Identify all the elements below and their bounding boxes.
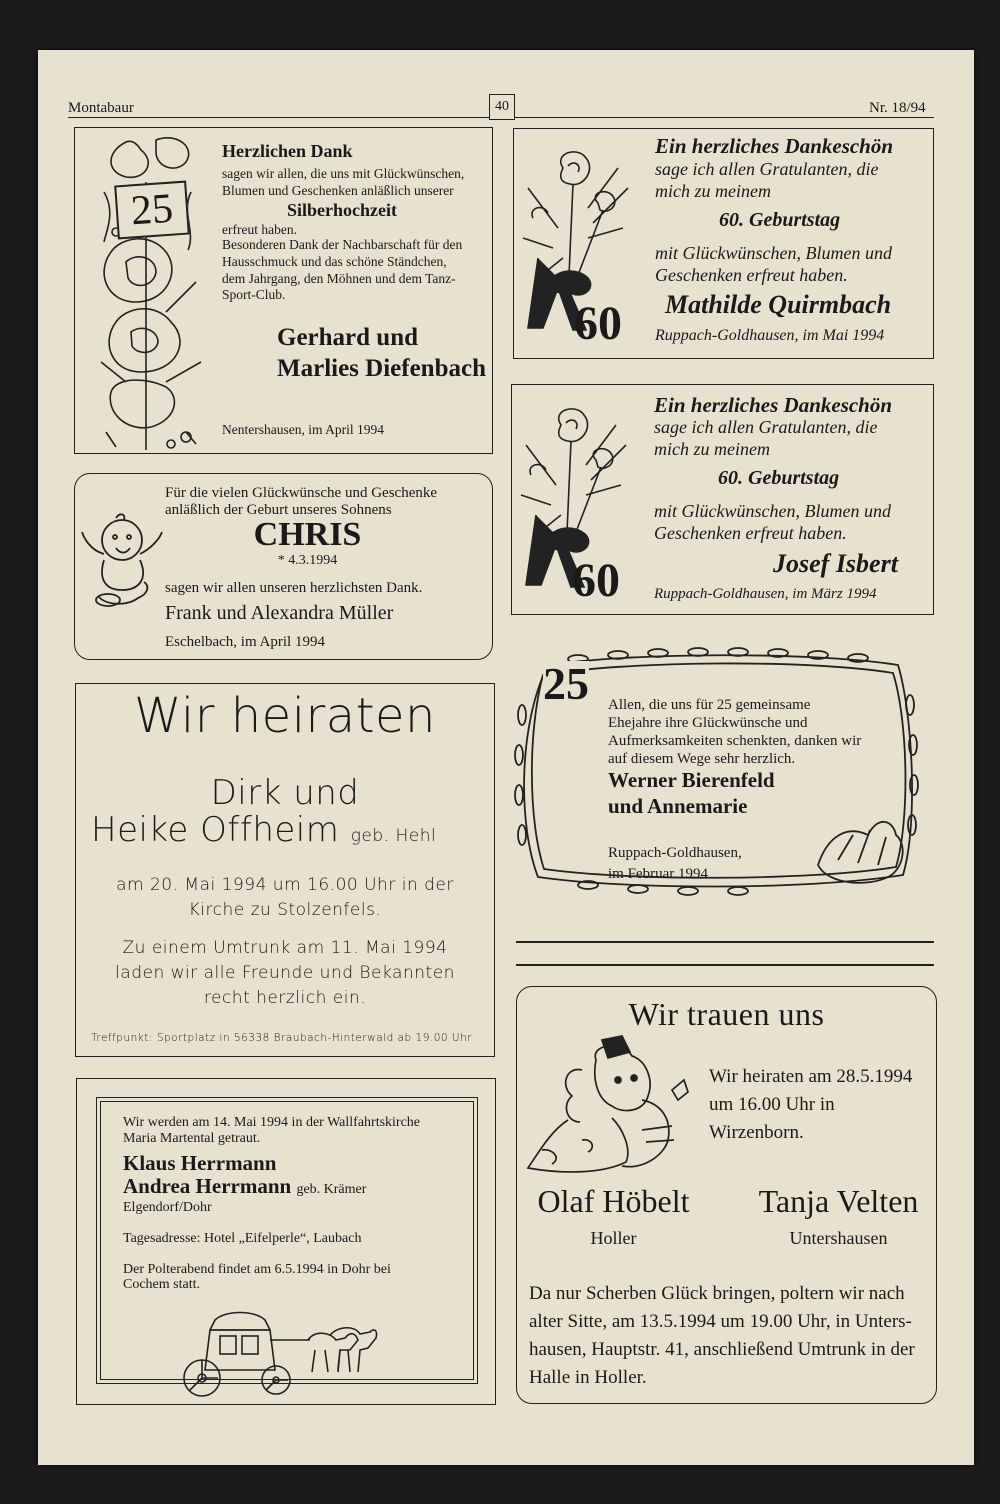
ad3-event: 60. Geburtstag <box>719 209 841 231</box>
ad8-groom-name: Olaf Höbelt <box>537 1183 690 1219</box>
ad5-text: Ehejahre ihre Glückwünsche und <box>608 715 808 731</box>
ad1-text: erfreut haben. <box>222 222 297 237</box>
ad6-text: Kirche zu Stolzenfels. <box>188 900 382 920</box>
ad4-name: Josef Isbert <box>773 549 898 578</box>
ad6-names: Dirk und <box>210 773 360 813</box>
ad5-place: Ruppach-Goldhausen, <box>608 845 742 861</box>
ad7-maiden-name: geb. Krämer <box>296 1182 367 1197</box>
ad8-text: um 16.00 Uhr in <box>709 1094 835 1115</box>
baby-illustration <box>78 510 166 610</box>
ad4-place-date: Ruppach-Goldhausen, im März 1994 <box>654 586 877 602</box>
ad6-text: am 20. Mai 1994 um 16.00 Uhr in der <box>116 875 454 895</box>
ad6-text: Zu einem Umtrunk am 11. Mai 1994 <box>122 938 448 958</box>
issue-number: Nr. 18/94 <box>869 100 926 116</box>
ad7-text: Wir werden am 14. Mai 1994 in der Wallfahrtskirche <box>123 1115 421 1130</box>
flower-border-illustration <box>96 132 211 450</box>
ad5-names: und Annemarie <box>608 794 748 818</box>
ad5-text: auf diesem Wege sehr herzlich. <box>608 751 796 767</box>
ad5-date: im Februar 1994 <box>608 866 708 882</box>
header-town: Montabaur <box>68 100 134 116</box>
ad1-event: Silberhochzeit <box>287 200 397 220</box>
ad8-text: Da nur Scherben Glück bringen, poltern wir nach <box>529 1283 905 1304</box>
ad8-text: alter Sitte, am 13.5.1994 um 19.00 Uhr, in Unters- <box>529 1311 912 1332</box>
ad1-text: Blumen und Geschenken anläßlich unserer <box>222 183 454 198</box>
ad8-text: Wirzenborn. <box>709 1122 804 1143</box>
ad2-text: Für die vielen Glückwünsche und Geschenke <box>165 485 438 501</box>
ad1-title: Herzlichen Dank <box>222 141 353 161</box>
ad2-parents: Frank und Alexandra Müller <box>165 602 394 624</box>
ad7-place: Elgendorf/Dohr <box>123 1200 212 1215</box>
divider-rule <box>516 941 934 943</box>
ad2-text: anläßlich der Geburt unseres Sohnens <box>165 502 392 518</box>
ad4-number: 60 <box>572 554 620 607</box>
ad8-text: Halle in Holler. <box>529 1367 647 1388</box>
ad1-text: Hausschmuck und das schöne Ständchen, <box>222 254 447 269</box>
ad5-names: Werner Bierenfeld <box>608 768 775 792</box>
ad8-bride-place: Untershausen <box>789 1228 888 1248</box>
ad6-title: Wir heiraten <box>134 688 436 744</box>
ad3-text: mit Glückwünschen, Blumen und <box>655 243 892 263</box>
ad5-number: 25 <box>543 658 589 709</box>
ad2-birth-date: * 4.3.1994 <box>277 553 338 568</box>
horse-carriage-illustration <box>180 1310 380 1398</box>
ad8-text: hausen, Hauptstr. 41, anschließend Umtrunk in der <box>529 1339 915 1360</box>
couple-illustration <box>522 1030 692 1178</box>
ad3-place-date: Ruppach-Goldhausen, im Mai 1994 <box>655 327 885 344</box>
ad2-place-date: Eschelbach, im April 1994 <box>165 634 325 650</box>
ad1-text: sagen wir allen, die uns mit Glückwünschen, <box>222 166 465 181</box>
ad1-names: Marlies Diefenbach <box>277 355 486 382</box>
page-number: 40 <box>489 94 515 120</box>
ad5-text: Allen, die uns für 25 gemeinsame <box>608 697 811 713</box>
ad7-text: Der Polterabend findet am 6.5.1994 in Dohr bei <box>123 1262 391 1277</box>
ad8-bride-name: Tanja Velten <box>758 1183 919 1219</box>
ad1-text: Sport-Club. <box>222 287 286 302</box>
ad8-text: Wir heiraten am 28.5.1994 <box>709 1066 913 1087</box>
ad1-text: Besonderen Dank der Nachbarschaft für den <box>222 237 463 252</box>
ad3-name: Mathilde Quirmbach <box>665 290 892 319</box>
ad4-text: sage ich allen Gratulanten, die <box>654 417 878 437</box>
ad6-names: Heike Offheim geb. Hehl <box>91 810 437 850</box>
ad6-text: laden wir alle Freunde und Bekannten <box>115 963 455 983</box>
ad3-text: mich zu meinem <box>655 181 771 201</box>
ad6-meeting-point: Treffpunkt: Sportplatz in 56338 Braubach-Hinterwald ab 19.00 Uhr <box>91 1032 473 1044</box>
ad2-child-name: CHRIS <box>253 516 362 553</box>
ad7-names: Klaus Herrmann <box>123 1151 277 1175</box>
ad7-address: Tagesadresse: Hotel „Eifelperle“, Laubach <box>123 1231 362 1246</box>
ad1-text: dem Jahrgang, den Möhnen und dem Tanz- <box>222 271 456 286</box>
ad4-event: 60. Geburtstag <box>718 467 840 489</box>
ad3-text: Geschenken erfreut haben. <box>655 265 848 285</box>
ad3-title: Ein herzliches Dankeschön <box>655 134 894 158</box>
ad8-title: Wir trauen uns <box>628 996 825 1032</box>
ad8-groom-place: Holler <box>590 1228 637 1248</box>
ad4-text: Geschenken erfreut haben. <box>654 523 847 543</box>
ad6-maiden-name: geb. Hehl <box>350 826 437 846</box>
ad2-text: sagen wir allen unseren herzlichsten Dank. <box>165 580 423 596</box>
ad3-text: sage ich allen Gratulanten, die <box>655 159 879 179</box>
ad7-text: Maria Martental getraut. <box>123 1131 261 1146</box>
ad4-title: Ein herzliches Dankeschön <box>654 393 893 417</box>
ad1-place-date: Nentershausen, im April 1994 <box>222 422 384 437</box>
ad7-text: Cochem statt. <box>123 1277 200 1292</box>
ad1-names: Gerhard und <box>277 324 419 351</box>
anniversary-number-box: 25 <box>114 181 190 240</box>
ad5-text: Aufmerksamkeiten schenkten, danken wir <box>608 733 862 749</box>
ad7-names: Andrea Herrmann geb. Krämer <box>123 1174 367 1198</box>
ad6-text: recht herzlich ein. <box>203 988 367 1008</box>
ad3-number: 60 <box>574 297 622 350</box>
ad4-text: mit Glückwünschen, Blumen und <box>654 501 891 521</box>
divider-rule <box>516 964 934 966</box>
ad4-text: mich zu meinem <box>654 439 770 459</box>
